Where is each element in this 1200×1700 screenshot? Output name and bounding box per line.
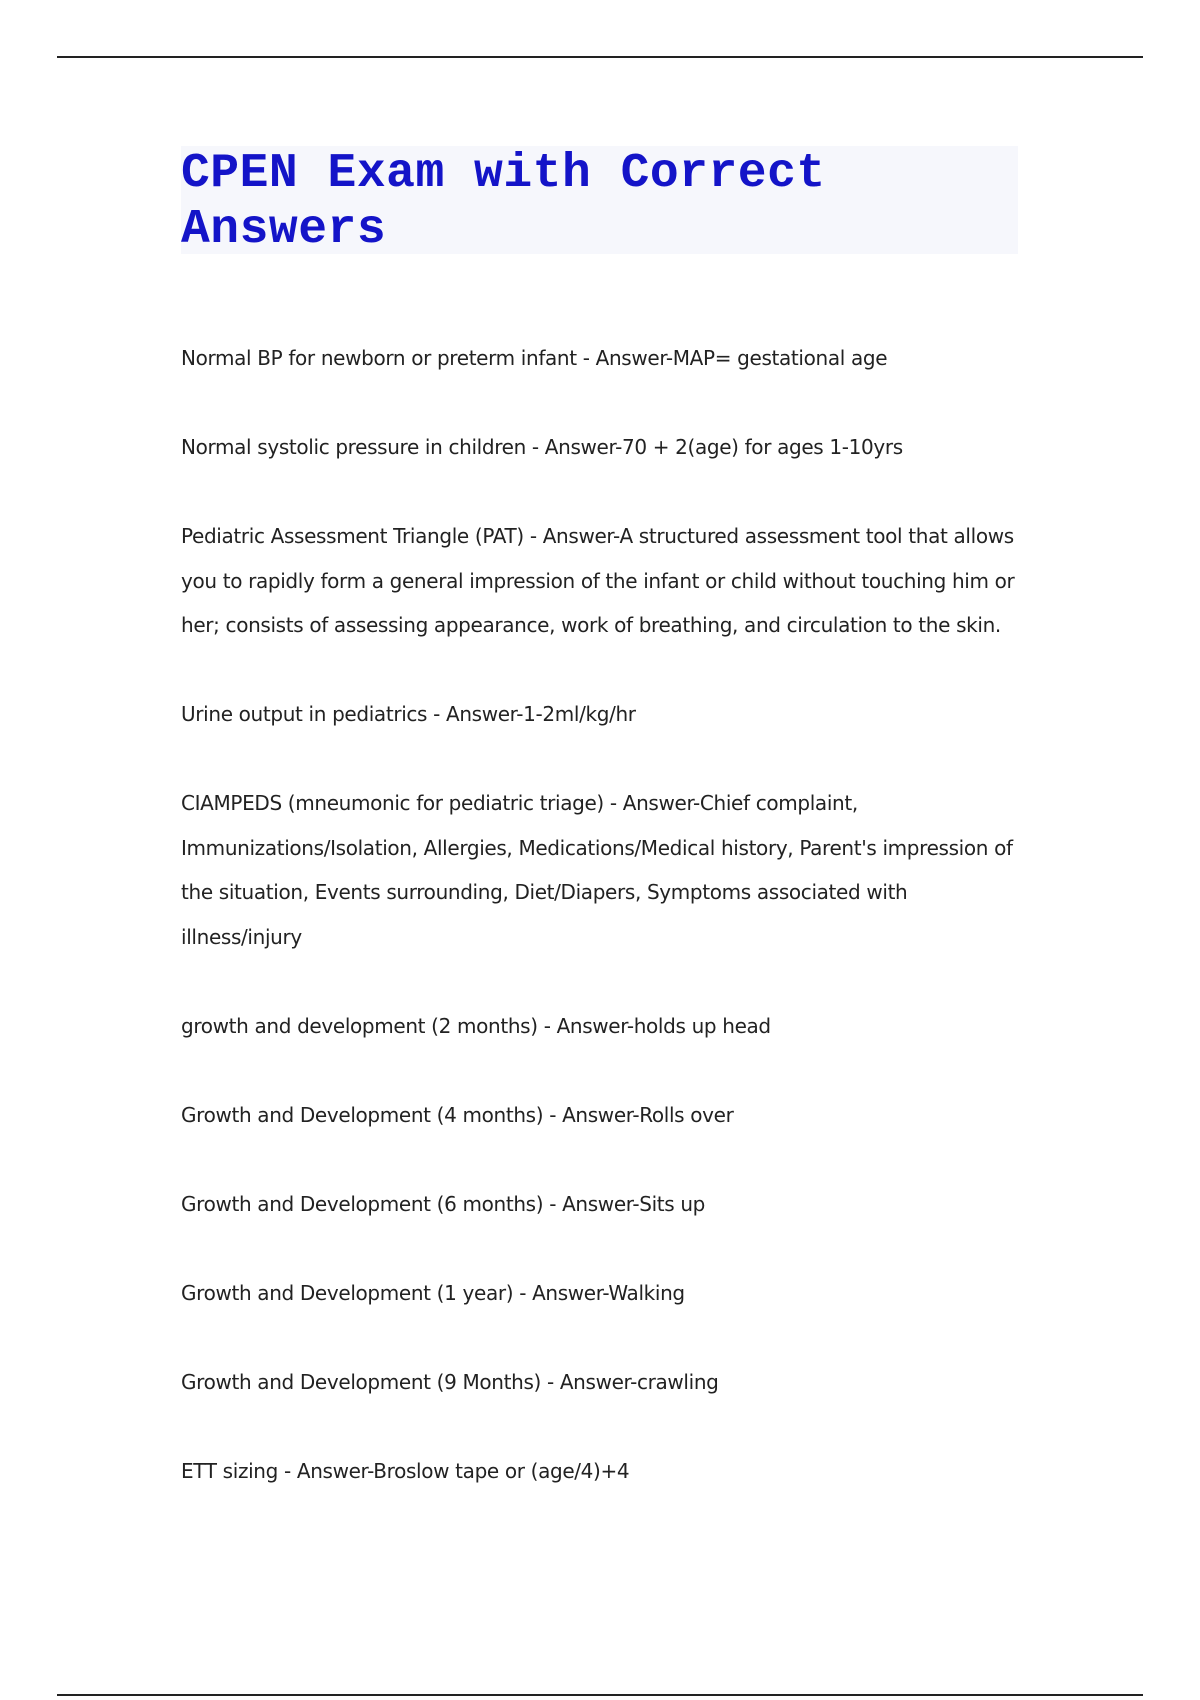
qa-item-growth-2-months: growth and development (2 months) - Answer-holds up head xyxy=(181,1013,771,1038)
qa-item-pediatric-assessment-triangle: Pediatric Assessment Triangle (PAT) - Answer-A structured assessment tool that allows you to rapidly form a general impression of the infant or child without touching him or her; consists of assessing appearance, work of breathing, and circulation to the skin. xyxy=(181,524,1015,637)
document-title: CPEN Exam with Correct Answers xyxy=(181,147,826,257)
qa-item-ciampeds: CIAMPEDS (mneumonic for pediatric triage) - Answer-Chief complaint, Immunizations/Isolation, Allergies, Medications/Medical history, Parent's impression of the situation, Events surrounding, Diet/Diapers, Symptoms associated with illness/injury xyxy=(181,791,1013,949)
qa-item-normal-bp-newborn: Normal BP for newborn or preterm infant - Answer-MAP= gestational age xyxy=(181,346,888,370)
qa-item-urine-output: Urine output in pediatrics - Answer-1-2ml/kg/hr xyxy=(181,702,636,726)
qa-item-growth-6-months: Growth and Development (6 months) - Answer-Sits up xyxy=(181,1191,706,1216)
qa-item-growth-4-months: Growth and Development (4 months) - Answer-Rolls over xyxy=(181,1102,734,1127)
header-rule xyxy=(57,56,1143,58)
footer-rule xyxy=(57,1694,1143,1696)
qa-item-growth-1-year: Growth and Development (1 year) - Answer-Walking xyxy=(181,1280,685,1305)
qa-item-ett-sizing: ETT sizing - Answer-Broslow tape or (age/4)+4 xyxy=(181,1458,630,1483)
qa-list xyxy=(181,336,1031,1538)
title-box xyxy=(181,146,1018,257)
qa-item-growth-9-months: Growth and Development (9 Months) - Answer-crawling xyxy=(181,1369,719,1394)
qa-item-normal-systolic-children: Normal systolic pressure in children - Answer-70 + 2(age) for ages 1-10yrs xyxy=(181,435,903,459)
